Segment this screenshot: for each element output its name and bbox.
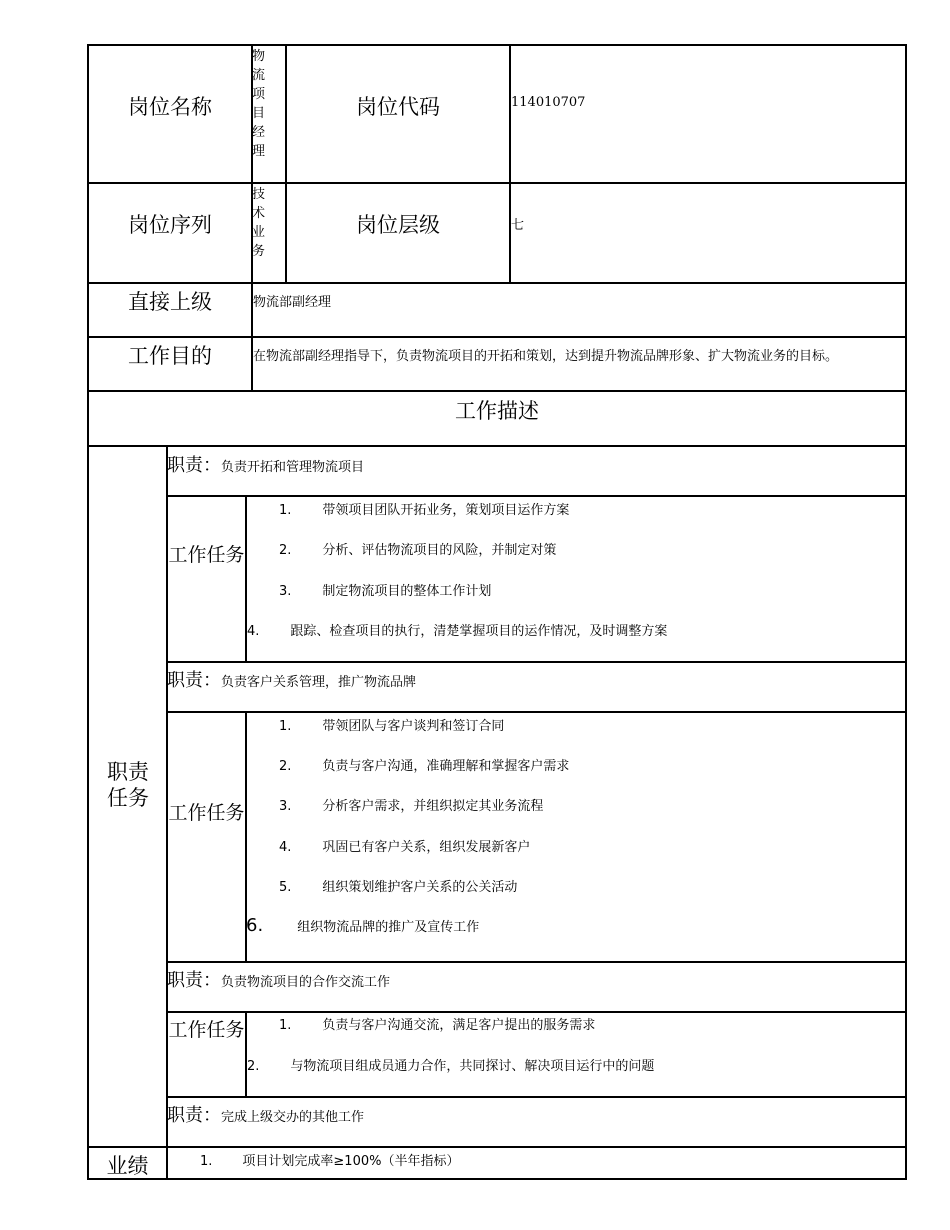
task-text: 负责与客户沟通，准确理解和掌握客户需求: [322, 759, 570, 774]
position-name-value: 物流项目经理: [252, 49, 266, 159]
row-divider: [87, 282, 907, 284]
task-item: [279, 580, 491, 599]
table-border-top: [87, 44, 907, 46]
task-text: 分析、评估物流项目的风险，并制定对策: [322, 543, 557, 558]
duties-side-label: 职责任务: [107, 760, 149, 810]
task-number: 1.: [279, 503, 292, 518]
task-text: 带领项目团队开拓业务，策划项目运作方案: [322, 503, 570, 518]
performance-item: [200, 1150, 459, 1169]
duty-row: [167, 666, 416, 692]
task-number: 4.: [247, 624, 260, 639]
position-series-value: 技术业务: [252, 187, 266, 259]
duty-row: [167, 966, 390, 992]
purpose-value: 在物流部副经理指导下，负责物流项目的开拓和策划，达到提升物流品牌形象、扩大物流业务的目标。: [253, 349, 839, 364]
row-divider: [166, 495, 907, 497]
task-number: 1.: [279, 719, 292, 734]
row-divider: [166, 711, 907, 713]
supervisor-value: 物流部副经理: [253, 295, 332, 310]
position-level-value: 七: [511, 218, 525, 233]
position-code-label: 岗位代码: [356, 95, 440, 119]
row-divider: [166, 961, 907, 963]
task-item: [279, 876, 517, 895]
task-text: 制定物流项目的整体工作计划: [322, 584, 492, 599]
performance-number: 1.: [200, 1154, 213, 1169]
col-divider: [285, 44, 287, 284]
task-text: 跟踪、检查项目的执行，清楚掌握项目的运作情况，及时调整方案: [290, 624, 668, 639]
task-number: 3.: [279, 799, 292, 814]
task-item: [279, 795, 543, 814]
task-number: 6.: [246, 915, 264, 936]
task-label: 工作任务: [168, 802, 245, 824]
task-text: 分析客户需求，并组织拟定其业务流程: [322, 799, 544, 814]
task-item: [279, 499, 569, 518]
position-code-value: 114010707: [511, 95, 586, 110]
position-series-label: 岗位序列: [128, 213, 212, 237]
task-number: 4.: [279, 840, 292, 855]
table-border-right: [905, 44, 907, 1180]
col-divider: [509, 44, 511, 284]
task-item: [279, 836, 530, 855]
duty-prefix: 职责：: [167, 455, 221, 476]
task-number: 5.: [279, 880, 292, 895]
duty-prefix: 职责：: [167, 1105, 221, 1126]
task-item: [279, 715, 504, 734]
row-divider: [87, 182, 907, 184]
duty-prefix: 职责：: [167, 970, 221, 991]
supervisor-label: 直接上级: [128, 290, 212, 314]
row-divider: [87, 1146, 907, 1148]
task-text: 巩固已有客户关系，组织发展新客户: [322, 840, 531, 855]
task-item: [279, 1014, 595, 1033]
duty-text: 完成上级交办的其他工作: [221, 1110, 365, 1125]
task-item: [247, 1055, 654, 1074]
task-label: 工作任务: [168, 1019, 245, 1041]
task-text: 组织策划维护客户关系的公关活动: [322, 880, 518, 895]
table-border-bottom: [87, 1178, 907, 1180]
section-title: 工作描述: [455, 399, 539, 423]
task-text: 带领团队与客户谈判和签订合同: [322, 719, 505, 734]
duty-text: 负责客户关系管理，推广物流品牌: [221, 675, 417, 690]
row-divider: [87, 390, 907, 392]
duty-row: [167, 451, 364, 477]
task-number: 2.: [279, 759, 292, 774]
position-name-label: 岗位名称: [128, 95, 212, 119]
task-number: 1.: [279, 1018, 292, 1033]
task-number: 2.: [247, 1059, 260, 1074]
row-divider: [87, 336, 907, 338]
task-number: 2.: [279, 543, 292, 558]
position-level-label: 岗位层级: [356, 213, 440, 237]
row-divider: [166, 1011, 907, 1013]
performance-text: 项目计划完成率≥100%（半年指标）: [242, 1154, 460, 1169]
task-item: [279, 539, 556, 558]
duty-text: 负责物流项目的合作交流工作: [221, 975, 391, 990]
performance-label: 业绩: [106, 1154, 149, 1178]
duty-row: [167, 1101, 364, 1127]
task-text: 组织物流品牌的推广及宣传工作: [297, 920, 480, 935]
row-divider: [87, 445, 907, 447]
duty-prefix: 职责：: [167, 670, 221, 691]
duty-text: 负责开拓和管理物流项目: [221, 460, 365, 475]
purpose-label: 工作目的: [128, 344, 212, 368]
task-item: [246, 915, 479, 936]
row-divider: [166, 661, 907, 663]
task-text: 与物流项目组成员通力合作，共同探讨、解决项目运行中的问题: [290, 1059, 655, 1074]
task-item: [279, 755, 569, 774]
task-number: 3.: [279, 584, 292, 599]
task-text: 负责与客户沟通交流，满足客户提出的服务需求: [322, 1018, 596, 1033]
task-label: 工作任务: [168, 544, 245, 566]
row-divider: [166, 1096, 907, 1098]
task-item: [247, 620, 667, 639]
